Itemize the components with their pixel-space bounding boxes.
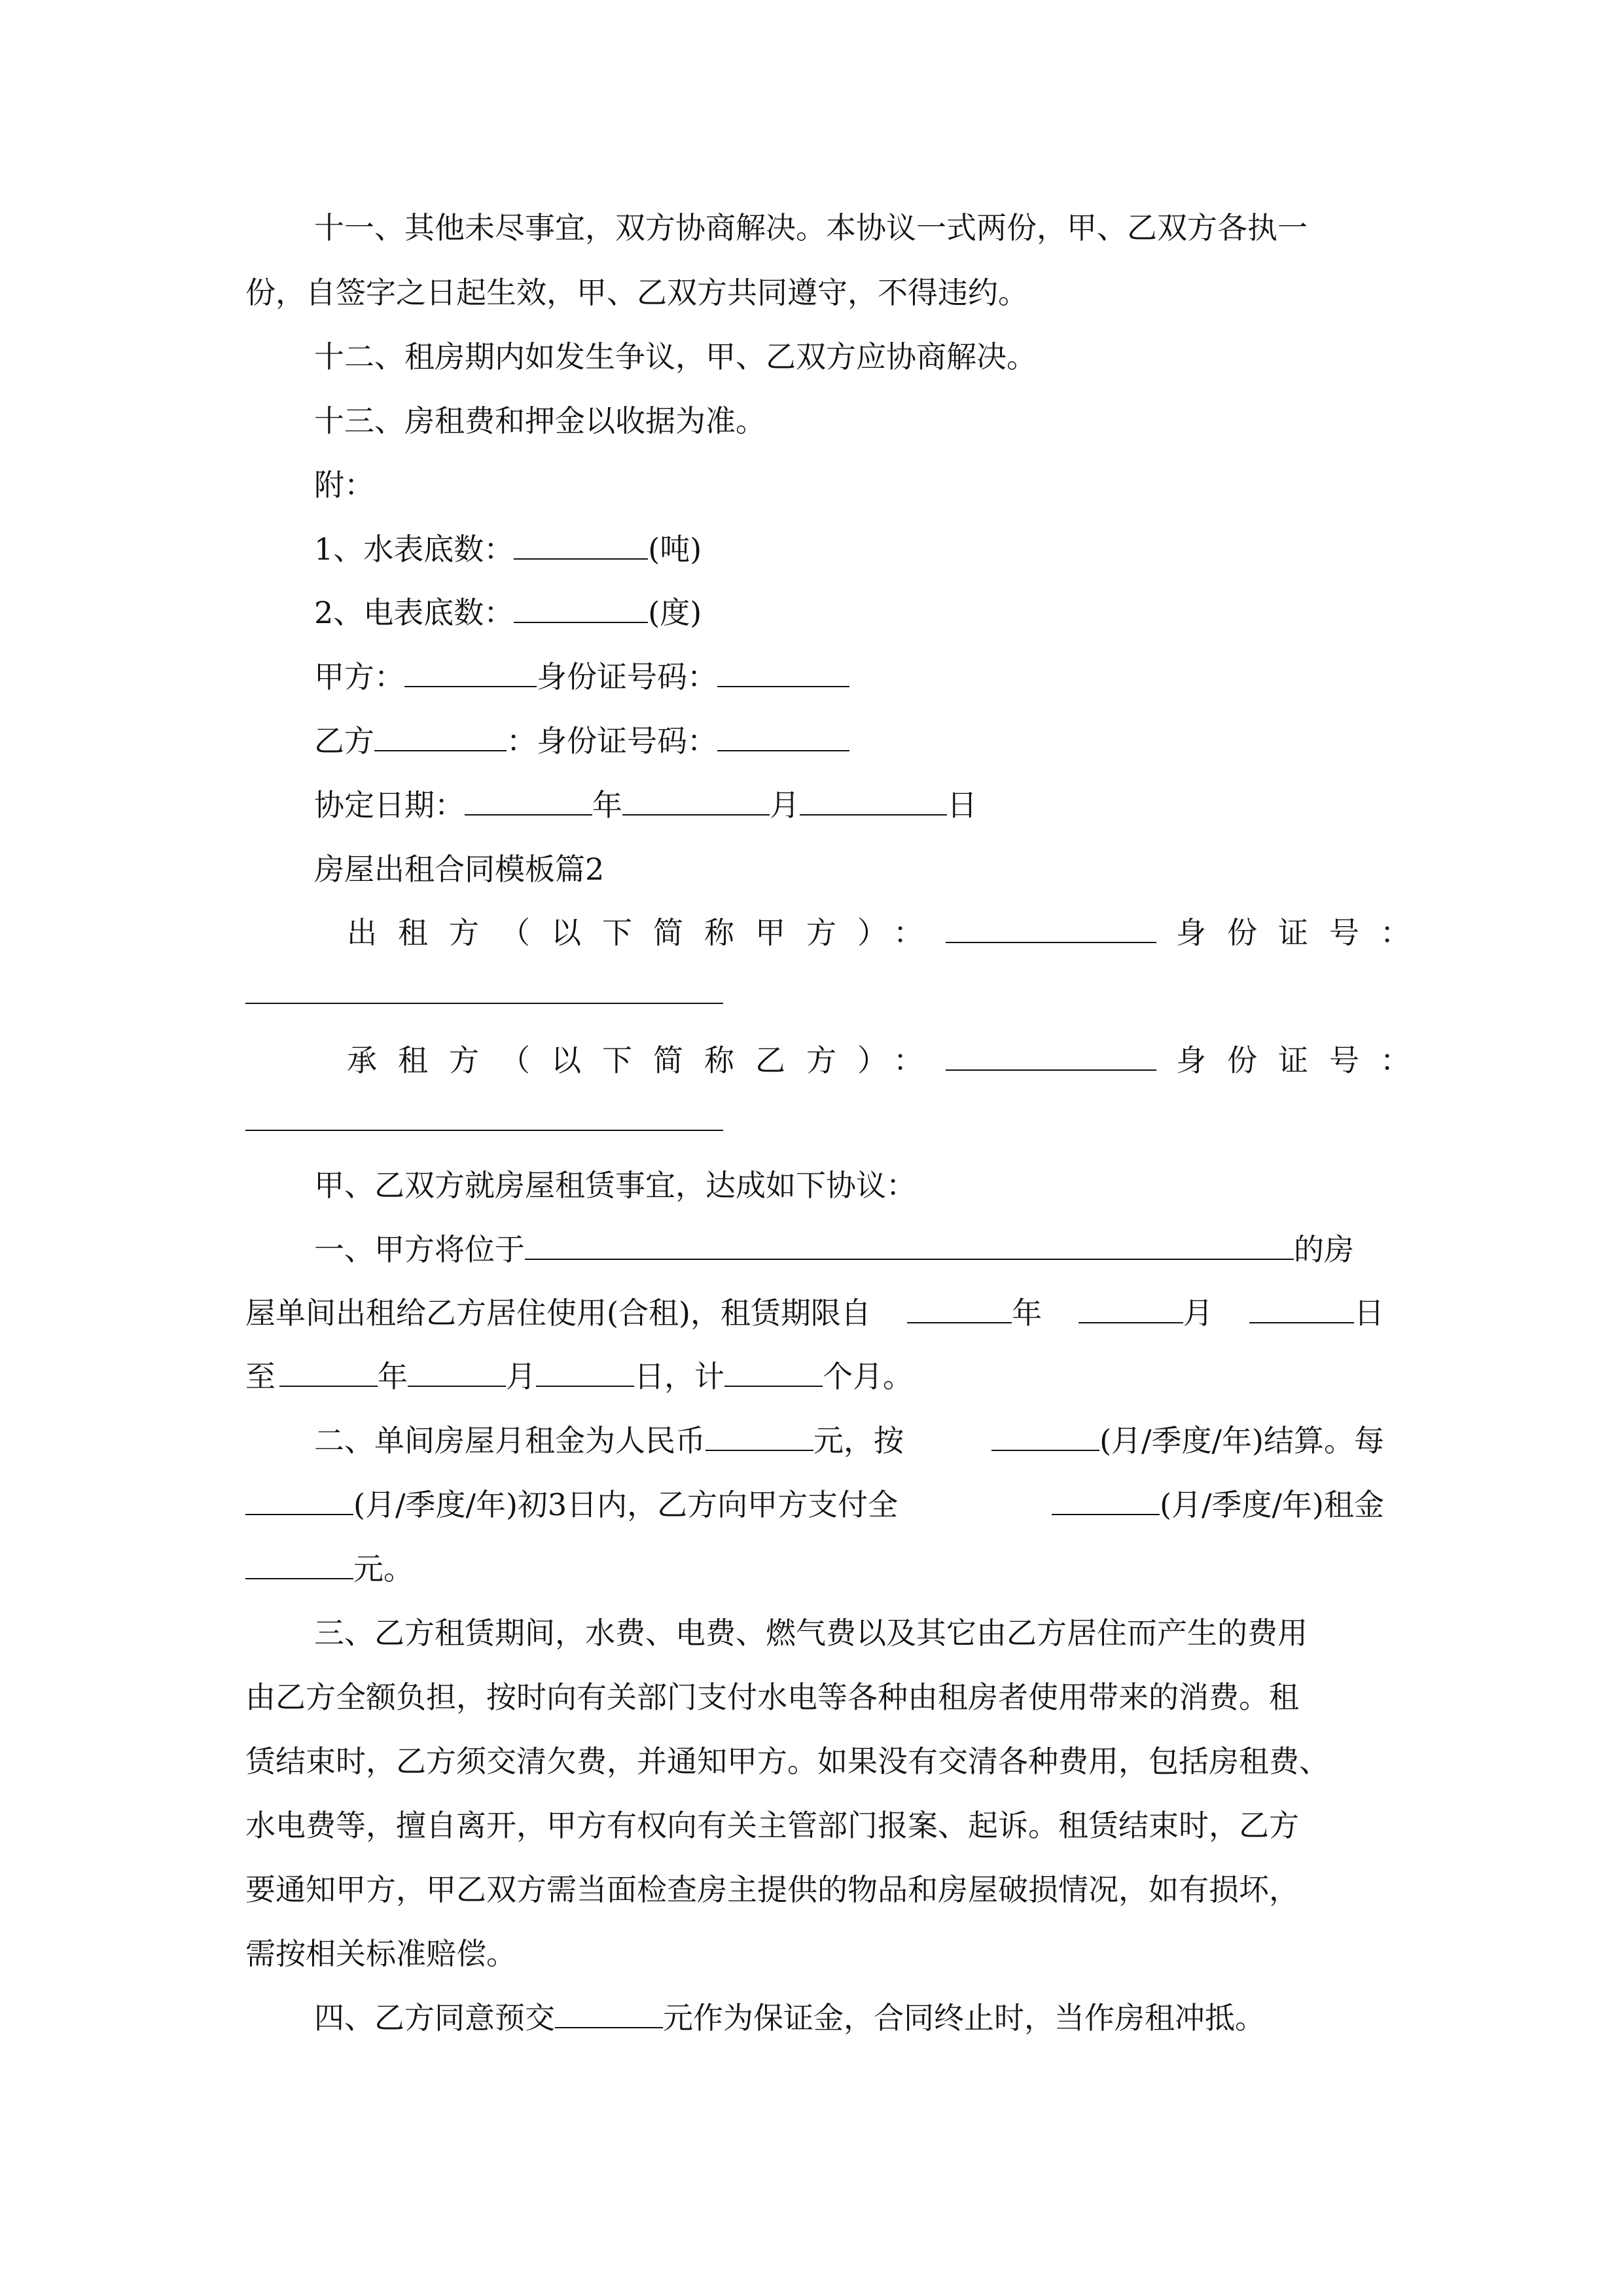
date-day-blank[interactable] [800,785,947,816]
clause-3-line-5: 要通知甲方，甲乙双方需当面检查房主提供的物品和房屋破损情况，如有损坏， [245,1872,1299,1907]
lessee-row [347,1041,1431,1080]
agreement-intro: 甲、乙双方就房屋租赁事宜，达成如下协议： [314,1168,916,1203]
payment-period-blank[interactable] [245,1485,353,1515]
rent-period-blank[interactable] [1052,1485,1160,1515]
clause-4 [314,1998,1265,2037]
clause-3-line-2: 由乙方全额负担，按时向有关部门支付水电等各种由租房者使用带来的消费。租 [245,1679,1299,1715]
clause-1-text-a: 一、甲方将位于 [314,1232,525,1267]
clause-2-text-a: 二、单间房屋月租金为人民币 [314,1423,705,1458]
lessor-row [347,913,1431,952]
clause-1-text-b: 的房 [1294,1232,1354,1267]
party-b-id-label: ：身份证号码： [507,723,717,759]
date-label: 协定日期： [314,787,465,823]
lessee-name-blank[interactable] [946,1041,1156,1071]
clause-1-text-c: 屋单间出租给乙方居住使用(合租)，租赁期限自 [245,1295,871,1331]
appendix-title: 附： [314,467,374,503]
deposit-blank[interactable] [555,1998,663,2028]
party-a-label: 甲方： [314,659,404,694]
lease-start-day-blank[interactable] [1249,1293,1354,1323]
clause-1-line-2 [245,1293,1384,1333]
water-meter-row [314,529,702,569]
date-year-label: 年 [592,787,622,823]
lease-months-label: 个月。 [823,1359,913,1394]
party-a-row [314,657,849,696]
clause-4-text-b: 元作为保证金，合同终止时，当作房租冲抵。 [663,2000,1265,2036]
lease-end-month-blank[interactable] [408,1357,506,1387]
power-meter-row [314,593,702,632]
party-a-id-label: 身份证号码： [537,659,717,694]
clause-12: 十二、租房期内如发生争议，甲、乙双方应协商解决。 [314,339,1037,374]
lessor-id-blank[interactable] [245,1003,723,1004]
lease-end-day-label: 日，计 [634,1359,724,1394]
clause-2-period: (月/季度/年)初3日内，乙方向甲方支付全 [353,1487,899,1522]
clause-2-yuan-by: 元，按 [813,1423,904,1458]
clause-3-line-3: 赁结束时，乙方须交清欠费，并通知甲方。如果没有交清各种费用，包括房租费、 [245,1744,1329,1779]
lease-end-month-label: 月 [506,1359,536,1394]
lessor-name-blank[interactable] [946,913,1156,943]
settlement-period-blank[interactable] [991,1421,1099,1451]
clause-2-line-2 [245,1485,1384,1524]
clause-3-line-1: 三、乙方租赁期间，水费、电费、燃气费以及其它由乙方居住而产生的费用 [314,1615,1308,1651]
power-meter-unit: (度) [648,595,702,630]
lease-start-day-label: 日 [1353,1295,1384,1331]
lease-start-year-label: 年 [1012,1295,1043,1331]
monthly-rent-blank[interactable] [705,1421,813,1451]
agreement-date-row [314,785,977,825]
clause-3-line-4: 水电费等，擅自离开，甲方有权向有关主管部门报案、起诉。租赁结束时，乙方 [245,1808,1299,1843]
lessee-id-label: 身份证号： [1176,1043,1431,1078]
section-2-heading: 房屋出租合同模板篇2 [314,852,605,887]
clause-2-line-3 [245,1549,414,1588]
lease-end-day-blank[interactable] [536,1357,634,1387]
clause-13: 十三、房租费和押金以收据为准。 [314,403,766,439]
lease-months-blank[interactable] [724,1357,823,1387]
water-meter-label: 1、水表底数： [314,531,514,567]
water-meter-unit: (吨) [648,531,702,567]
party-b-row [314,721,849,761]
lessee-id-blank[interactable] [245,1130,723,1131]
lessor-label: 出租方（以下简称甲方）： [347,915,944,950]
power-meter-label: 2、电表底数： [314,595,514,630]
clause-3-line-6: 需按相关标准赔偿。 [245,1936,516,1971]
lease-to-label: 至 [245,1359,276,1394]
clause-4-text-a: 四、乙方同意预交 [314,2000,555,2036]
water-meter-blank[interactable] [514,529,648,560]
clause-11-line-1: 十一、其他未尽事宜，双方协商解决。本协议一式两份，甲、乙双方各执一 [314,210,1308,245]
lease-start-month-blank[interactable] [1079,1293,1183,1323]
lease-start-month-label: 月 [1183,1295,1213,1331]
party-b-id-blank[interactable] [717,721,849,751]
clause-2-yuan: 元。 [353,1551,414,1587]
clause-2-line-1 [314,1421,1384,1460]
clause-1-line-3 [245,1357,913,1396]
lease-end-year-blank[interactable] [279,1357,378,1387]
power-meter-blank[interactable] [514,593,648,623]
date-month-label: 月 [770,787,800,823]
lessor-id-label: 身份证号： [1176,915,1431,950]
clause-2-settle: (月/季度/年)结算。每 [1099,1423,1384,1458]
party-a-name-blank[interactable] [404,657,537,687]
party-b-label: 乙方 [314,723,374,759]
date-day-label: 日 [947,787,977,823]
clause-11-line-2: 份，自签字之日起生效，甲、乙双方共同遵守，不得违约。 [245,275,1028,310]
date-month-blank[interactable] [622,785,770,816]
property-location-blank[interactable] [525,1230,1294,1260]
lessee-label: 承租方（以下简称乙方）： [347,1043,944,1078]
lease-start-year-blank[interactable] [907,1293,1012,1323]
clause-1-line-1 [314,1230,1354,1269]
clause-2-rent: (月/季度/年)租金 [1160,1487,1384,1522]
rent-amount-blank[interactable] [245,1549,353,1579]
party-a-id-blank[interactable] [717,657,849,687]
date-year-blank[interactable] [465,785,592,816]
party-b-name-blank[interactable] [374,721,507,751]
lease-end-year-label: 年 [378,1359,408,1394]
